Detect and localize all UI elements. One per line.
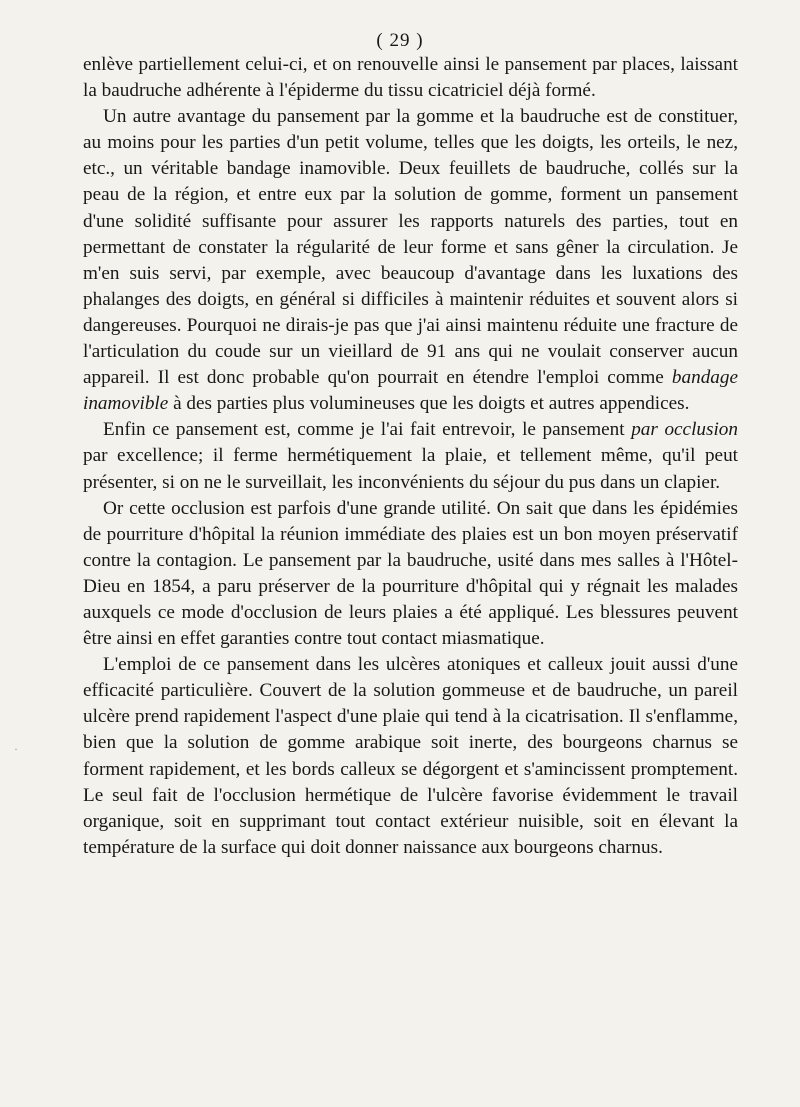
page-number: ( 29 ) [376,30,424,51]
paragraph-text: enlève partiellement celui-ci, et on renouvelle ainsi le pansement par places, laissant la baudruche adhérente à l'épiderme du tissu cicatriciel déjà formé. [83,54,738,102]
italic-phrase: bandage inamovible [83,367,738,415]
paragraph-text: à des parties plus volumineuses que les doigts et autres appendices. [168,393,690,415]
paragraph-continuation [83,52,738,104]
paragraph-text: Enfin ce pansement est, comme je l'ai fait entrevoir, le pansement [103,419,632,441]
text-body [83,52,738,861]
margin-mark: · [14,742,18,756]
paragraph-text: L'emploi de ce pansement dans les ulcères atoniques et calleux jouit aussi d'une efficacité particulière. Couvert de la solution gommeuse et de baudruche, un pareil ulcère prend rapidement l'aspect d'une plaie qui tend à la cicatrisation. Il s'enflamme, bien que la solution de gomme arabique soit inerte, des bourgeons charnus se forment rapidement, et les bords calleux se dégorgent et s'amincissent promptement. Le seul fait de l'occlusion hermétique de l'ulcère favorise évidemment le travail organique, soit en supprimant tout contact extérieur nuisible, soit en élevant la température de la surface qui doit donner naissance aux bourgeons charnus. [83,654,738,858]
paragraph-text: Or cette occlusion est parfois d'une grande utilité. On sait que dans les épidémies de pourriture d'hôpital la réunion immédiate des plaies est un bon moyen préservatif contre la contagion. Le pansement par la baudruche, usité dans mes salles à l'Hôtel-Dieu en 1854, a paru préserver de la pourriture d'hôpital qui y régnait les malades auxquels ce mode d'occlusion de leurs plaies a été appliqué. Les blessures peuvent être ainsi en effet garanties contre tout contact miasmatique. [83,497,738,650]
paragraph-text: Un autre avantage du pansement par la gomme et la baudruche est de constituer, au moins pour les parties d'un petit volume, telles que les doigts, les orteils, le nez, etc., un véritable bandage inamovible. Deux feuillets de baudruche, collés sur la peau de la région, et entre eux par la solution de gomme, forment un pansement d'une solidité suffisante pour assurer les rapports naturels des parties, tout en permettant de constater la régularité de leur forme et sans gêner la circulation. Je m'en suis servi, par exemple, avec beaucoup d'avantage dans les luxations des phalanges des doigts, en général si difficiles à maintenir réduites et souvent alors si dangereuses. Pourquoi ne dirais-je pas que j'ai ainsi maintenu réduite une fracture de l'articulation du coude sur un vieillard de 91 ans qui ne voulait conserver aucun appareil. Il est donc probable qu'on pourrait en étendre l'emploi comme [83,106,738,389]
paragraph-pourriture [83,496,738,653]
paragraph-occlusion [83,417,738,495]
paragraph-bandage-inamovible [83,104,738,417]
paragraph-text: par excellence; il ferme hermétiquement la plaie, et tellement même, qu'il peut présenter, si on ne le surveillait, les inconvénients du séjour du pus dans un clapier. [83,445,738,493]
italic-phrase: par occlusion [631,419,738,441]
paragraph-ulceres [83,652,738,861]
